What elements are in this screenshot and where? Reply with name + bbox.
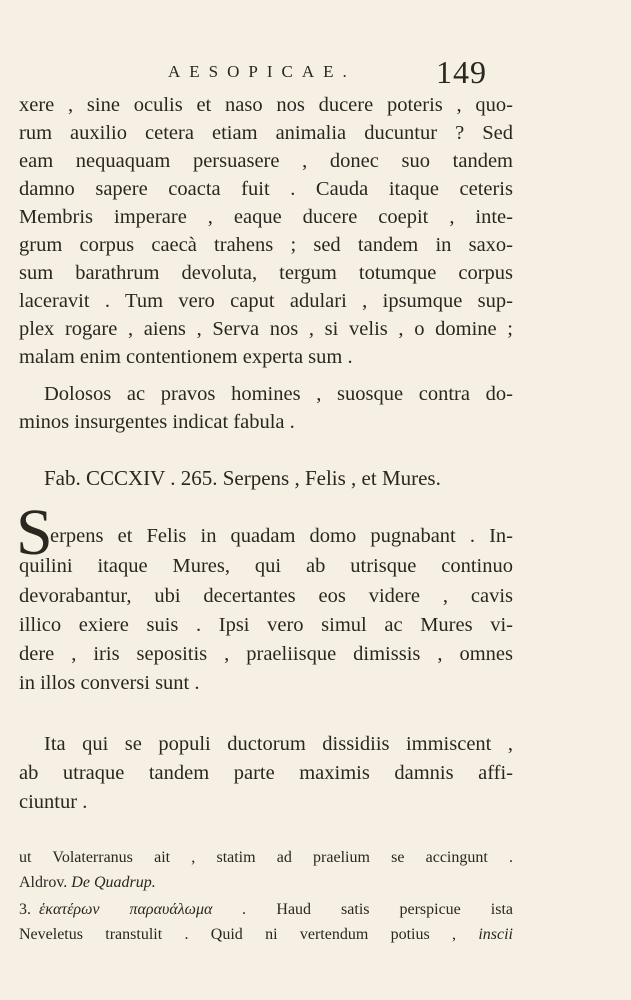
text-line: damno sapere coacta fuit . Cauda itaque ceteris bbox=[19, 178, 513, 200]
text-line: plex rogare , aiens , Serva nos , si velis , o domine ; bbox=[19, 318, 513, 340]
text-line: illico exiere suis . Ipsi vero simul ac Mures vi- bbox=[19, 614, 513, 636]
moral-line: ab utraque tandem parte maximis damnis affi- bbox=[19, 762, 513, 784]
footnote-line bbox=[19, 899, 513, 921]
footnote-text: Neveletus transtulit . Quid ni vertendum potius , bbox=[19, 926, 479, 943]
text-line: sum barathrum devoluta, tergum totumque corpus bbox=[19, 262, 513, 284]
text-line: grum corpus caecà trahens ; sed tandem in saxo- bbox=[19, 234, 513, 256]
fable-title: Fab. CCCXIV . 265. Serpens , Felis , et Mures. bbox=[44, 466, 441, 490]
text-line: laceravit . Tum vero caput adulari , ipsumque sup- bbox=[19, 290, 513, 312]
text-line: quilini itaque Mures, qui ab utrisque continuo bbox=[19, 555, 513, 577]
moral-line: Dolosos ac pravos homines , suosque contra do- bbox=[44, 383, 513, 405]
footnote-italic: De Quadrup. bbox=[71, 874, 156, 891]
text-line: malam enim contentionem experta sum . bbox=[19, 346, 353, 368]
text-line: xere , sine oculis et naso nos ducere poteris , quo- bbox=[19, 94, 513, 116]
text-line: dere , iris sepositis , praeliisque dimissis , omnes bbox=[19, 643, 513, 665]
text-line: in illos conversi sunt . bbox=[19, 672, 200, 694]
drop-cap: S bbox=[16, 496, 53, 569]
text-line: devorabantur, ubi decertantes eos videre , cavis bbox=[19, 585, 513, 607]
moral-line: ciuntur . bbox=[19, 791, 88, 813]
moral-line: Ita qui se populi ductorum dissidiis immiscent , bbox=[44, 733, 513, 755]
text-line: rum auxilio cetera etiam animalia ducuntur ? Sed bbox=[19, 122, 513, 144]
footnote-italic: inscii bbox=[478, 926, 513, 943]
footnote-text: Haud satis perspicue ista bbox=[246, 901, 514, 918]
running-title: AESOPICAE. bbox=[168, 62, 356, 81]
footnote-line bbox=[19, 924, 513, 946]
footnote-number: 3. bbox=[19, 901, 31, 918]
text-line: eam nequaquam persuasere , donec suo tandem bbox=[19, 150, 513, 172]
moral-line: minos insurgentes indicat fabula . bbox=[19, 411, 295, 433]
footnote-line bbox=[19, 872, 513, 894]
text-line: erpens et Felis in quadam domo pugnabant . In- bbox=[50, 525, 513, 547]
page-number: 149 bbox=[436, 54, 487, 90]
footnote-line: ut Volaterranus ait , statim ad praelium se accingunt . bbox=[19, 849, 513, 866]
running-head bbox=[0, 54, 631, 92]
footnote-greek: ἑκατέρων παραυάλωμα . bbox=[39, 901, 247, 918]
text-line: Membris imperare , eaque ducere coepit , inte- bbox=[19, 206, 513, 228]
footnote-text: Aldrov. bbox=[19, 874, 72, 891]
